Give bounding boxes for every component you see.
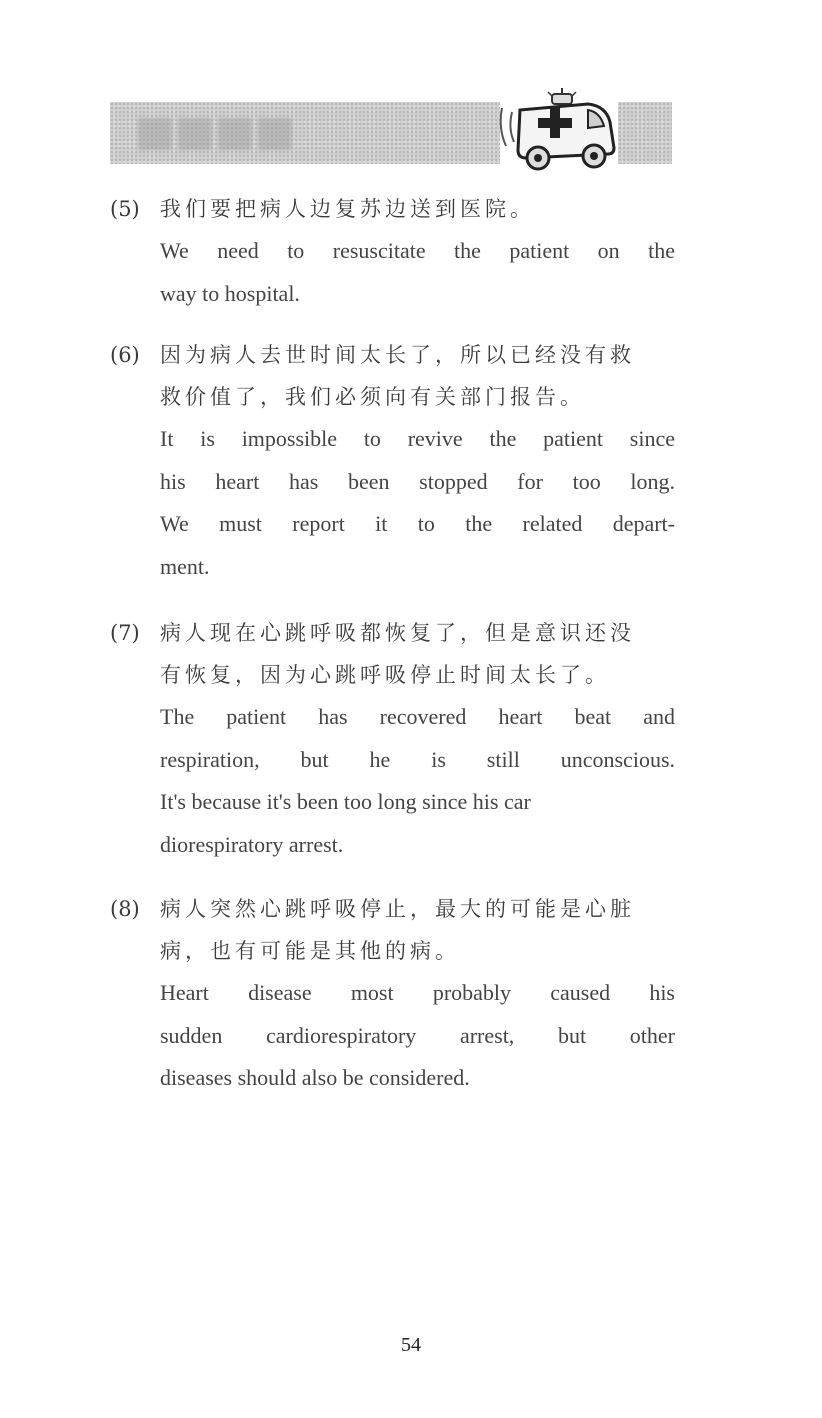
- entry-number: (6): [110, 343, 140, 367]
- entry-english-line: way to hospital.: [160, 280, 300, 306]
- entry-6: [110, 334, 675, 588]
- entry-english-line: his heart has been stopped for too long.: [160, 468, 675, 494]
- entry-english-line: ment.: [160, 553, 210, 579]
- entry-chinese-line: 有恢复，因为心跳呼吸停止时间太长了。: [160, 663, 610, 687]
- entry-chinese-line: 病，也有可能是其他的病。: [160, 939, 460, 963]
- entry-english-line: Heart disease most probably caused his: [160, 980, 675, 1005]
- entry-chinese-line: (6) 因为病人去世时间太长了，所以已经没有救: [110, 334, 675, 376]
- entry-english-line: We need to resuscitate the patient on the: [160, 238, 675, 263]
- entry-chinese-line: (8) 病人突然心跳呼吸停止，最大的可能是心脏: [110, 888, 675, 930]
- header-title-blur: [138, 118, 292, 150]
- entry-english-line: respiration, but he is still unconscious.: [160, 746, 675, 772]
- ambulance-icon: [496, 88, 620, 174]
- page-number: 54: [401, 1334, 421, 1356]
- entry-8: [110, 888, 675, 1100]
- entry-chinese-line: (7) 病人现在心跳呼吸都恢复了，但是意识还没: [110, 612, 675, 654]
- entry-english-line: The patient has recovered heart beat and: [160, 704, 675, 729]
- entry-number: (7): [110, 621, 140, 645]
- entry-number: (8): [110, 897, 140, 921]
- entry-english-line: diorespiratory arrest.: [160, 831, 344, 857]
- entry-english-line: sudden cardiorespiratory arrest, but other: [160, 1022, 675, 1048]
- entry-english-line: It is impossible to revive the patient since: [160, 426, 675, 451]
- entry-chinese-line: (5) 我们要把病人边复苏边送到医院。: [110, 188, 675, 230]
- entry-english-line: We must report it to the related depart-: [160, 511, 675, 536]
- entry-chinese-line: 救价值了，我们必须向有关部门报告。: [160, 385, 585, 409]
- entry-english-line: It's because it's been too long since his car: [160, 789, 531, 814]
- entry-5: [110, 188, 675, 315]
- header-banner-end: [618, 102, 672, 164]
- entry-english-line: diseases should also be considered.: [160, 1065, 470, 1090]
- entry-7: [110, 612, 675, 866]
- entry-number: (5): [110, 197, 140, 221]
